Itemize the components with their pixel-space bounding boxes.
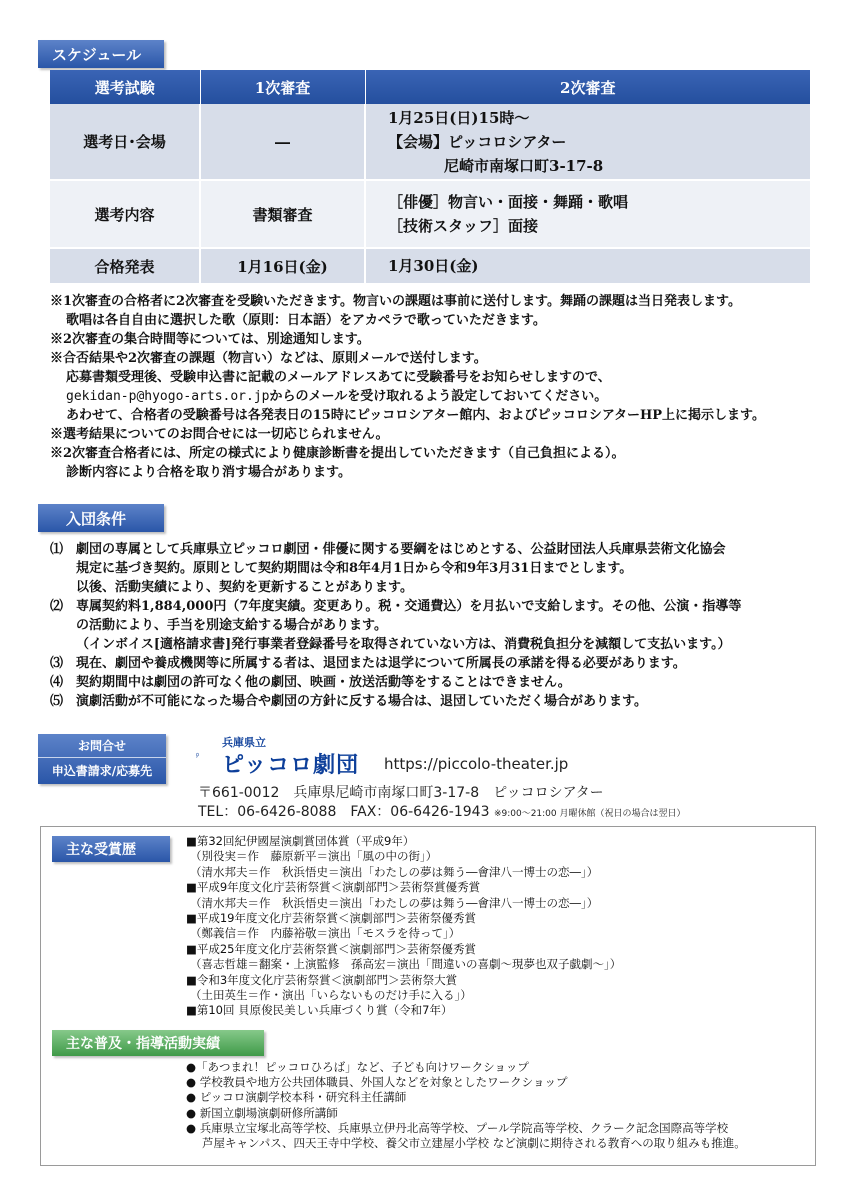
condition-line: 規定に基づき契約。原則として契約期間は令和8年4月1日から令和9年3月31日までとします。 bbox=[76, 561, 633, 576]
note-line: 歌唱は各自自由に選択した歌（原則：日本語）をアカペラで歌っていただきます。 bbox=[66, 313, 546, 328]
contact-label-top: お問合せ bbox=[38, 734, 166, 758]
condition-line: 以後、活動実績により、契約を更新することがあります。 bbox=[76, 580, 413, 595]
note-line: 診断内容により合格を取り消す場合があります。 bbox=[66, 465, 351, 480]
note-line: ※合否結果や2次審査の課題（物言い）などは、原則メールで送付します。 bbox=[50, 351, 487, 366]
conditions-heading: 入団条件 bbox=[38, 504, 164, 532]
condition-num: ⑵ bbox=[50, 599, 64, 614]
award-line: （土田英生＝作・演出「いらないものだけ手に入る」） bbox=[190, 988, 472, 1003]
note-line: ※2次審査合格者には、所定の様式により健康診断書を提出していただきます（自己負担による）。 bbox=[50, 446, 625, 461]
condition-num: ⑴ bbox=[50, 542, 64, 557]
header-exam: 選考試験 bbox=[50, 70, 200, 104]
condition-item bbox=[50, 540, 820, 559]
activity-line: 芦屋キャンパス、四天王寺中学校、養父市立建屋小学校 など演劇に期待される教育への取り組みも推進。 bbox=[202, 1136, 746, 1151]
award-line: ■平成25年度文化庁芸術祭賞＜演劇部門＞芸術祭優秀賞 bbox=[186, 941, 476, 956]
condition-item bbox=[50, 673, 820, 692]
condition-line: の活動により、手当を別途支給する場合があります。 bbox=[76, 618, 387, 633]
note-text: からのメールを受け取れるよう設定しておいてください。 bbox=[269, 389, 608, 404]
postal-address: 〒661-0012 兵庫県尼崎市南塚口町3-17-8 ピッコロシアター bbox=[198, 785, 604, 801]
condition-line: 契約期間中は劇団の許可なく他の劇団、映画・放送活動等をすることはできません。 bbox=[76, 675, 571, 690]
note-line: あわせて、合格者の受験番号は各発表日の15時にピッコロシアター館内、およびピッコロシアターHP上に掲示します。 bbox=[66, 408, 765, 423]
activity-line: ● 兵庫県立宝塚北高等学校、兵庫県立伊丹北高等学校、プール学院高等学校、クラーク記念国際高等学校 bbox=[186, 1120, 729, 1135]
condition-line: 演劇活動が不可能になった場合や劇団の方針に反する場合は、退団していただく場合があります。 bbox=[76, 694, 647, 709]
row-second: 1月30日(金) bbox=[365, 248, 810, 284]
row-second bbox=[365, 180, 810, 248]
schedule-header-row bbox=[50, 70, 810, 104]
header-first: 1次審査 bbox=[200, 70, 365, 104]
condition-item bbox=[50, 692, 820, 711]
condition-line: 現在、劇団や養成機関等に所属する者は、退団または退学について所属長の承諾を得る必要があります。 bbox=[76, 656, 686, 671]
phone-fax bbox=[198, 801, 686, 821]
row-label: 選考内容 bbox=[50, 180, 200, 248]
activity-line: ●「あつまれ！ピッコロひろば」など、子ども向けワークショップ bbox=[186, 1060, 529, 1074]
condition-line: （インボイス[適格請求書]発行事業者登録番号を取得されていない方は、消費税負担分を減額して支払います。） bbox=[76, 637, 731, 652]
note-line: 応募書類受理後、受験申込書に記載のメールアドレスあてに受験番号をお知らせしますので、 bbox=[66, 370, 611, 385]
header-second: 2次審査 bbox=[365, 70, 810, 104]
row-second bbox=[365, 104, 810, 180]
schedule-heading: スケジュール bbox=[38, 40, 164, 68]
row-label: 合格発表 bbox=[50, 248, 200, 284]
logo-title: ピッコロ劇団 bbox=[222, 753, 360, 778]
activities-heading: 主な普及・指導活動実績 bbox=[52, 1030, 264, 1056]
table-row bbox=[50, 104, 810, 180]
condition-num: ⑸ bbox=[50, 694, 64, 709]
award-line: （別役実＝作 藤原新平＝演出「風の中の街」） bbox=[190, 849, 438, 864]
table-row bbox=[50, 248, 810, 284]
award-line: （鄭義信＝作 内藤裕敬＝演出「モスラを待って」） bbox=[190, 926, 461, 941]
cell-line: 1月25日(日)15時～ bbox=[388, 108, 530, 127]
condition-item bbox=[50, 654, 820, 673]
condition-line: 専属契約料1,884,000円（7年度実績。変更あり。税・交通費込）を月払いで支給します。その他、公演・指導等 bbox=[76, 599, 742, 614]
cell-line: ［技術スタッフ］面接 bbox=[388, 217, 539, 235]
condition-item bbox=[50, 597, 820, 616]
note-line bbox=[50, 387, 820, 406]
cell-line: 尼崎市南塚口町3-17-8 bbox=[444, 156, 604, 175]
award-line: ■平成9年度文化庁芸術祭賞＜演劇部門＞芸術祭賞優秀賞 bbox=[186, 880, 481, 895]
schedule-notes bbox=[50, 292, 820, 482]
row-first: 書類審査 bbox=[200, 180, 365, 248]
note-line: ※1次審査の合格者に2次審査を受験いただきます。物言いの課題は事前に送付します。舞踊の課題は当日発表します。 bbox=[50, 294, 741, 309]
award-line: （清水邦夫＝作 秋浜悟史＝演出「わたしの夢は舞う―會津八一博士の恋―」） bbox=[190, 864, 599, 879]
contact-label bbox=[38, 734, 166, 784]
award-line: ■平成19年度文化庁芸術祭賞＜演劇部門＞芸術祭優秀賞 bbox=[186, 911, 476, 926]
activities-list bbox=[186, 1060, 811, 1151]
website-link[interactable]: https://piccolo-theater.jp bbox=[384, 755, 569, 773]
cell-line: ［俳優］物言い・面接・舞踊・歌唱 bbox=[388, 193, 629, 211]
award-line: （喜志哲雄＝翻案・上演監修 孫高宏＝演出「間違いの喜劇～現夢也双子戯劇～」） bbox=[190, 957, 622, 972]
award-line: ■令和3年度文化庁芸術祭賞＜演劇部門＞芸術祭大賞 bbox=[186, 972, 458, 987]
activity-line: ● ピッコロ演劇学校本科・研究科主任講師 bbox=[186, 1090, 407, 1105]
award-line: ■第10回 貝原俊民美しい兵庫づくり賞（令和7年） bbox=[186, 1003, 453, 1018]
contact-email[interactable]: gekidan-p@hyogo-arts.or.jp bbox=[66, 389, 270, 404]
awards-heading: 主な受賞歴 bbox=[52, 836, 170, 862]
table-row bbox=[50, 180, 810, 248]
note-line: ※2次審査の集合時間等については、別途通知します。 bbox=[50, 332, 370, 347]
condition-num: ⑶ bbox=[50, 656, 64, 671]
note-line: ※選考結果についてのお問合せには一切応じられません。 bbox=[50, 427, 389, 442]
row-first: ― bbox=[200, 104, 365, 180]
row-first: 1月16日(金) bbox=[200, 248, 365, 284]
condition-num: ⑷ bbox=[50, 675, 64, 690]
activity-line: ● 学校教員や地方公共団体職員、外国人などを対象としたワークショップ bbox=[186, 1075, 568, 1090]
condition-line: 劇団の専属として兵庫県立ピッコロ劇団・俳優に関する要綱をはじめとする、公益財団法人兵庫県芸術文化協会 bbox=[76, 542, 726, 557]
activity-line: ● 新国立劇場演劇研修所講師 bbox=[186, 1105, 338, 1120]
contact-label-bottom: 申込書請求/応募先 bbox=[51, 764, 153, 778]
logo-subtitle: 兵庫県立 bbox=[222, 736, 266, 749]
phone-fax-text: TEL：06-6426-8088 FAX：06-6426-1943 bbox=[198, 804, 490, 820]
opening-hours: ※9:00～21:00 月曜休館（祝日の場合は翌日） bbox=[493, 809, 686, 819]
cell-line: 【会場】ピッコロシアター bbox=[388, 132, 567, 151]
award-line: ■第32回紀伊國屋演劇賞団体賞（平成9年） bbox=[186, 834, 415, 848]
award-line: （清水邦夫＝作 秋浜悟史＝演出「わたしの夢は舞う―會津八一博士の恋―」） bbox=[190, 895, 599, 910]
piccolo-logo-icon bbox=[196, 734, 220, 776]
conditions-list bbox=[50, 540, 820, 711]
schedule-table bbox=[50, 70, 810, 285]
row-label: 選考日･会場 bbox=[50, 104, 200, 180]
awards-list bbox=[186, 834, 806, 1019]
